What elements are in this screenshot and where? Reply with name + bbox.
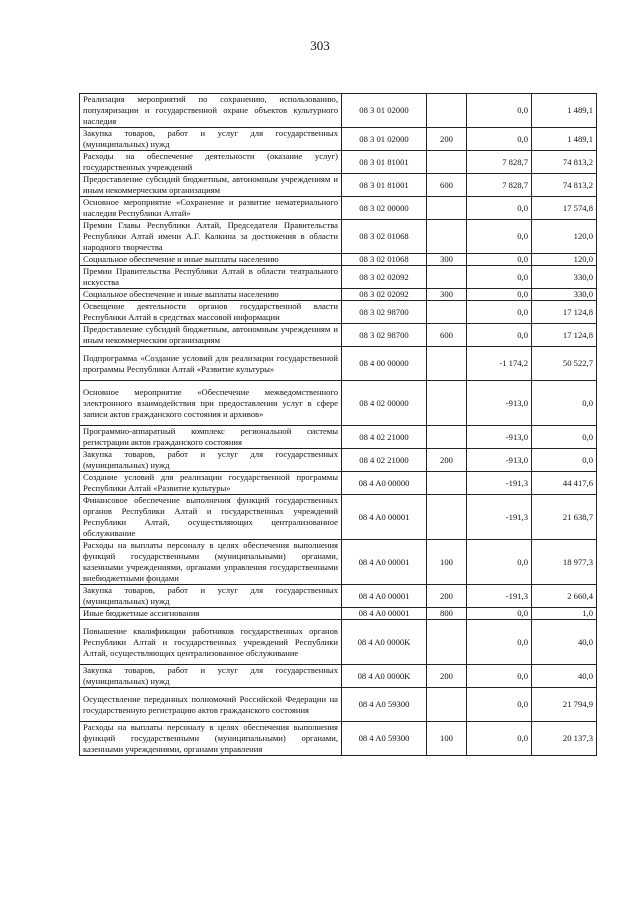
amount-change: 0,0 (467, 289, 532, 301)
target-article-code: 08 3 02 02092 (342, 289, 427, 301)
target-article-code: 08 3 01 81001 (342, 174, 427, 197)
expense-type-code: 600 (427, 174, 467, 197)
budget-table (79, 93, 597, 756)
table-row (80, 665, 597, 688)
target-article-code: 08 4 A0 59300 (342, 688, 427, 722)
amount-total: 17 124,8 (532, 324, 597, 347)
target-article-code: 08 3 02 02092 (342, 266, 427, 289)
target-article-code: 08 4 A0 59300 (342, 722, 427, 756)
amount-change: 0,0 (467, 94, 532, 128)
amount-total: 21 638,7 (532, 495, 597, 540)
amount-change: 0,0 (467, 688, 532, 722)
target-article-code: 08 3 01 81001 (342, 151, 427, 174)
expense-type-code: 300 (427, 289, 467, 301)
amount-total: 0,0 (532, 381, 597, 426)
table-row (80, 540, 597, 585)
amount-change: -191,3 (467, 495, 532, 540)
target-article-code: 08 3 01 02000 (342, 94, 427, 128)
target-article-code: 08 4 A0 0000K (342, 665, 427, 688)
amount-total: 50 522,7 (532, 347, 597, 381)
target-article-code: 08 3 02 98700 (342, 301, 427, 324)
expense-name: Закупка товаров, работ и услуг для государственных (муниципальных) нужд (80, 585, 342, 608)
amount-total: 17 124,8 (532, 301, 597, 324)
table-row (80, 289, 597, 301)
expense-type-code (427, 94, 467, 128)
expense-type-code: 100 (427, 722, 467, 756)
amount-total: 330,0 (532, 289, 597, 301)
expense-type-code: 800 (427, 608, 467, 620)
amount-total: 18 977,3 (532, 540, 597, 585)
expense-name: Основное мероприятие «Обеспечение межведомственного электронного взаимодействия при предоставлении услуг в сфере записи актов гражданского состояния и архивов» (80, 381, 342, 426)
expense-name: Расходы на обеспечение деятельности (оказание услуг) государственных учреждений (80, 151, 342, 174)
target-article-code: 08 3 02 01068 (342, 220, 427, 254)
amount-total: 20 137,3 (532, 722, 597, 756)
expense-name: Премии Главы Республики Алтай, Председателя Правительства Республики Алтай имени А.Г. Калкина за достижения в области народного творчества (80, 220, 342, 254)
amount-total: 1 489,1 (532, 128, 597, 151)
target-article-code: 08 4 A0 00001 (342, 608, 427, 620)
table-row (80, 608, 597, 620)
expense-type-code (427, 426, 467, 449)
amount-change: -191,3 (467, 472, 532, 495)
expense-name: Социальное обеспечение и иные выплаты населению (80, 254, 342, 266)
amount-change: 0,0 (467, 540, 532, 585)
expense-type-code (427, 197, 467, 220)
expense-name: Социальное обеспечение и иные выплаты населению (80, 289, 342, 301)
expense-type-code: 200 (427, 665, 467, 688)
table-row (80, 381, 597, 426)
table-row (80, 174, 597, 197)
amount-total: 2 660,4 (532, 585, 597, 608)
table-row (80, 301, 597, 324)
expense-type-code (427, 266, 467, 289)
table-row (80, 128, 597, 151)
amount-change: -913,0 (467, 449, 532, 472)
amount-total: 0,0 (532, 449, 597, 472)
expense-name: Иные бюджетные ассигнования (80, 608, 342, 620)
expense-type-code: 100 (427, 540, 467, 585)
table-row (80, 722, 597, 756)
expense-name: Закупка товаров, работ и услуг для государственных (муниципальных) нужд (80, 128, 342, 151)
table-row (80, 495, 597, 540)
amount-change: 7 828,7 (467, 151, 532, 174)
expense-type-code (427, 151, 467, 174)
table-row (80, 197, 597, 220)
table-row (80, 449, 597, 472)
amount-change: -913,0 (467, 426, 532, 449)
amount-total: 40,0 (532, 620, 597, 665)
expense-name: Создание условий для реализации государственной программы Республики Алтай «Развитие культуры» (80, 472, 342, 495)
expense-type-code (427, 381, 467, 426)
amount-change: 0,0 (467, 301, 532, 324)
expense-name: Реализация мероприятий по сохранению, использованию, популяризации и государственной охране объектов культурного наследия (80, 94, 342, 128)
target-article-code: 08 4 A0 00001 (342, 540, 427, 585)
table-row (80, 151, 597, 174)
table-row (80, 347, 597, 381)
amount-change: 0,0 (467, 608, 532, 620)
target-article-code: 08 4 A0 00001 (342, 585, 427, 608)
amount-change: 7 828,7 (467, 174, 532, 197)
expense-name: Финансовое обеспечение выполнения функций государственных органов Республики Алтай и государственных учреждений Республики Алтай, осуществляющих централизованное обслуживание (80, 495, 342, 540)
table-row (80, 324, 597, 347)
amount-total: 120,0 (532, 254, 597, 266)
expense-name: Расходы на выплаты персоналу в целях обеспечения выполнения функций государственными (муниципальными) органами, казенными учреждениями, органами управления государственными внебюджетными фондами (80, 540, 342, 585)
target-article-code: 08 3 01 02000 (342, 128, 427, 151)
expense-name: Программно-аппаратный комплекс региональной системы регистрации актов гражданского состояния (80, 426, 342, 449)
budget-table-body (80, 94, 597, 756)
amount-change: -191,3 (467, 585, 532, 608)
amount-total: 120,0 (532, 220, 597, 254)
expense-name: Предоставление субсидий бюджетным, автономным учреждениям и иным некоммерческим организациям (80, 324, 342, 347)
amount-change: 0,0 (467, 197, 532, 220)
amount-change: 0,0 (467, 128, 532, 151)
expense-name: Закупка товаров, работ и услуг для государственных (муниципальных) нужд (80, 449, 342, 472)
expense-name: Повышение квалификации работников государственных органов Республики Алтай и государственных учреждений Республики Алтай, осуществляющих централизованное обслуживание (80, 620, 342, 665)
amount-change: 0,0 (467, 254, 532, 266)
expense-name: Подпрограмма «Создание условий для реализации государственной программы Республики Алтай «Развитие культуры» (80, 347, 342, 381)
target-article-code: 08 4 02 21000 (342, 426, 427, 449)
amount-change: 0,0 (467, 266, 532, 289)
amount-total: 74 813,2 (532, 174, 597, 197)
expense-type-code (427, 495, 467, 540)
expense-type-code (427, 620, 467, 665)
target-article-code: 08 4 A0 00000 (342, 472, 427, 495)
page-number: 303 (310, 38, 330, 53)
table-row (80, 266, 597, 289)
expense-name: Премии Правительства Республики Алтай в области театрального искусства (80, 266, 342, 289)
target-article-code: 08 4 02 00000 (342, 381, 427, 426)
amount-total: 44 417,6 (532, 472, 597, 495)
expense-type-code (427, 688, 467, 722)
target-article-code: 08 3 02 98700 (342, 324, 427, 347)
expense-name: Предоставление субсидий бюджетным, автономным учреждениям и иным некоммерческим организациям (80, 174, 342, 197)
amount-total: 17 574,8 (532, 197, 597, 220)
target-article-code: 08 3 02 00000 (342, 197, 427, 220)
table-row (80, 94, 597, 128)
amount-total: 21 794,9 (532, 688, 597, 722)
expense-type-code: 300 (427, 254, 467, 266)
target-article-code: 08 4 00 00000 (342, 347, 427, 381)
amount-total: 1 489,1 (532, 94, 597, 128)
amount-total: 74 813,2 (532, 151, 597, 174)
expense-type-code: 600 (427, 324, 467, 347)
target-article-code: 08 4 A0 0000K (342, 620, 427, 665)
table-row (80, 620, 597, 665)
expense-type-code (427, 220, 467, 254)
amount-change: 0,0 (467, 665, 532, 688)
expense-name: Основное мероприятие «Сохранение и развитие нематериального наследия Республики Алтай» (80, 197, 342, 220)
amount-total: 330,0 (532, 266, 597, 289)
table-row (80, 254, 597, 266)
table-row (80, 426, 597, 449)
expense-type-code: 200 (427, 585, 467, 608)
amount-change: -913,0 (467, 381, 532, 426)
amount-change: 0,0 (467, 220, 532, 254)
expense-name: Расходы на выплаты персоналу в целях обеспечения выполнения функций государственными (муниципальными) органами, казенными учреждениями, органами управления (80, 722, 342, 756)
expense-type-code: 200 (427, 449, 467, 472)
table-row (80, 220, 597, 254)
table-row (80, 688, 597, 722)
expense-name: Осуществление переданных полномочий Российской Федерации на государственную регистрацию актов гражданского состояния (80, 688, 342, 722)
expense-type-code (427, 301, 467, 324)
expense-name: Закупка товаров, работ и услуг для государственных (муниципальных) нужд (80, 665, 342, 688)
amount-total: 1,0 (532, 608, 597, 620)
expense-type-code: 200 (427, 128, 467, 151)
expense-name: Освещение деятельности органов государственной власти Республики Алтай в средствах массовой информации (80, 301, 342, 324)
amount-change: -1 174,2 (467, 347, 532, 381)
target-article-code: 08 3 02 01068 (342, 254, 427, 266)
amount-change: 0,0 (467, 620, 532, 665)
amount-change: 0,0 (467, 722, 532, 756)
amount-total: 40,0 (532, 665, 597, 688)
expense-type-code (427, 472, 467, 495)
target-article-code: 08 4 02 21000 (342, 449, 427, 472)
table-row (80, 585, 597, 608)
target-article-code: 08 4 A0 00001 (342, 495, 427, 540)
amount-total: 0,0 (532, 426, 597, 449)
amount-change: 0,0 (467, 324, 532, 347)
table-row (80, 472, 597, 495)
expense-type-code (427, 347, 467, 381)
